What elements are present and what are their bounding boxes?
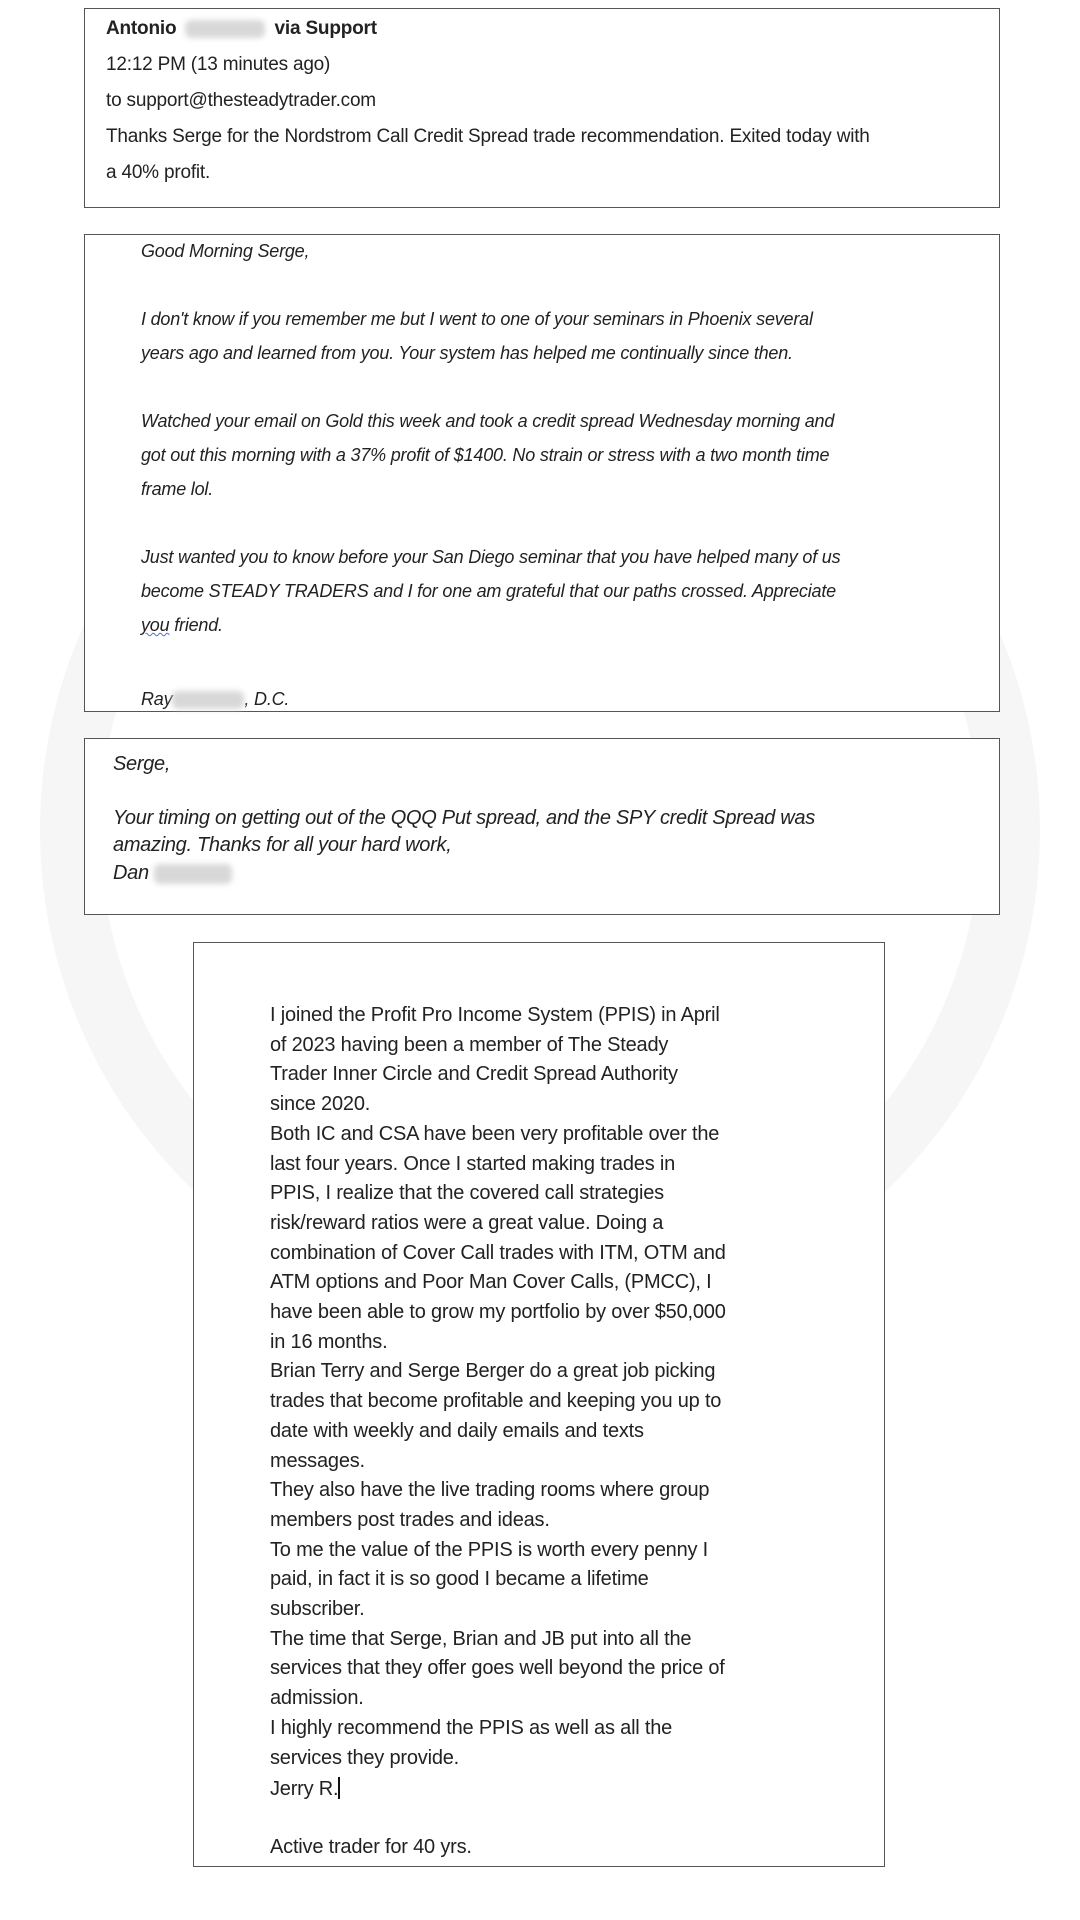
signature-name: Ray <box>141 689 173 709</box>
email-body-line: a 40% profit. <box>106 162 211 183</box>
letter-line: ATM options and Poor Man Cover Calls, (PMCC), I <box>270 1271 712 1294</box>
letter-line: They also have the live trading rooms where group <box>270 1479 710 1502</box>
sender-suffix: via Support <box>274 18 377 39</box>
letter-line: Trader Inner Circle and Credit Spread Authority <box>270 1063 678 1086</box>
letter-line: Just wanted you to know before your San Diego seminar that you have helped many of us <box>141 547 841 567</box>
testimonial-letter-dan <box>84 738 1000 915</box>
letter-line: trades that become profitable and keeping you up to <box>270 1390 722 1413</box>
letter-line: Watched your email on Gold this week and took a credit spread Wednesday morning and <box>141 411 835 431</box>
letter-text: friend. <box>169 615 223 635</box>
email-body-line: Thanks Serge for the Nordstrom Call Credit Spread trade recommendation. Exited today with <box>106 126 870 147</box>
letter-line: I don't know if you remember me but I went to one of your seminars in Phoenix several <box>141 309 813 329</box>
sender-line <box>106 19 377 38</box>
letter-line: last four years. Once I started making trades in <box>270 1152 676 1175</box>
signature <box>141 690 289 709</box>
letter-line: To me the value of the PPIS is worth every penny I <box>270 1538 709 1561</box>
redacted-name <box>154 864 232 884</box>
letter-line: Both IC and CSA have been very profitable over the <box>270 1122 720 1145</box>
signature-name: Dan <box>113 862 149 884</box>
text-cursor <box>338 1777 340 1799</box>
letter-line: of 2023 having been a member of The Steady <box>270 1033 669 1056</box>
letter-line: members post trades and ideas. <box>270 1508 550 1531</box>
letter-line: I highly recommend the PPIS as well as all the <box>270 1716 673 1739</box>
testimonial-letter-ray <box>84 234 1000 712</box>
letter-line: become STEADY TRADERS and I for one am grateful that our paths crossed. Appreciate <box>141 581 836 601</box>
letter-line: risk/reward ratios were a great value. Doing a <box>270 1211 664 1234</box>
redacted-name <box>185 20 265 38</box>
letter-line: admission. <box>270 1687 364 1710</box>
letter-line: have been able to grow my portfolio by over $50,000 <box>270 1301 726 1323</box>
letter-line: amazing. Thanks for all your hard work, <box>113 834 452 856</box>
signature <box>270 1777 340 1799</box>
greeting: Good Morning Serge, <box>141 241 310 261</box>
letter-line: paid, in fact it is so good I became a lifetime <box>270 1568 649 1591</box>
letter-line: Your timing on getting out of the QQQ Put spread, and the SPY credit Spread was <box>113 807 815 829</box>
testimonial-email-antonio <box>84 8 1000 208</box>
letter-line <box>141 616 223 634</box>
redacted-name <box>172 691 244 709</box>
letter-line: I joined the Profit Pro Income System (PPIS) in April <box>270 1004 720 1026</box>
testimonial-letter-jerry <box>193 942 885 1867</box>
letter-line: in 16 months. <box>270 1330 388 1353</box>
signature-suffix: , D.C. <box>244 689 290 709</box>
signature-name: Jerry R. <box>270 1778 339 1801</box>
letter-line: date with weekly and daily emails and texts <box>270 1419 644 1442</box>
footer-note: Active trader for 40 yrs. <box>270 1835 472 1858</box>
letter-line: subscriber. <box>270 1598 365 1620</box>
letter-line: messages. <box>270 1449 365 1472</box>
letter-line: years ago and learned from you. Your system has helped me continually since then. <box>141 343 793 363</box>
letter-line: The time that Serge, Brian and JB put into all the <box>270 1627 692 1650</box>
letter-line: services they provide. <box>270 1746 460 1769</box>
letter-line: since 2020. <box>270 1093 371 1116</box>
letter-line: got out this morning with a 37% profit of $1400. No strain or stress with a two month time <box>141 445 830 465</box>
sender-name: Antonio <box>106 18 177 39</box>
email-recipient: to support@thesteadytrader.com <box>106 90 376 111</box>
letter-line: PPIS, I realize that the covered call strategies <box>270 1182 664 1205</box>
spellcheck-word: you <box>141 615 170 635</box>
letter-line: frame lol. <box>141 479 214 499</box>
letter-line: services that they offer goes well beyond the price of <box>270 1657 725 1680</box>
letter-line: combination of Cover Call trades with ITM, OTM and <box>270 1241 726 1264</box>
letter-line: Brian Terry and Serge Berger do a great job picking <box>270 1360 716 1383</box>
greeting: Serge, <box>113 753 171 775</box>
email-time: 12:12 PM (13 minutes ago) <box>106 54 331 75</box>
signature <box>113 863 232 884</box>
